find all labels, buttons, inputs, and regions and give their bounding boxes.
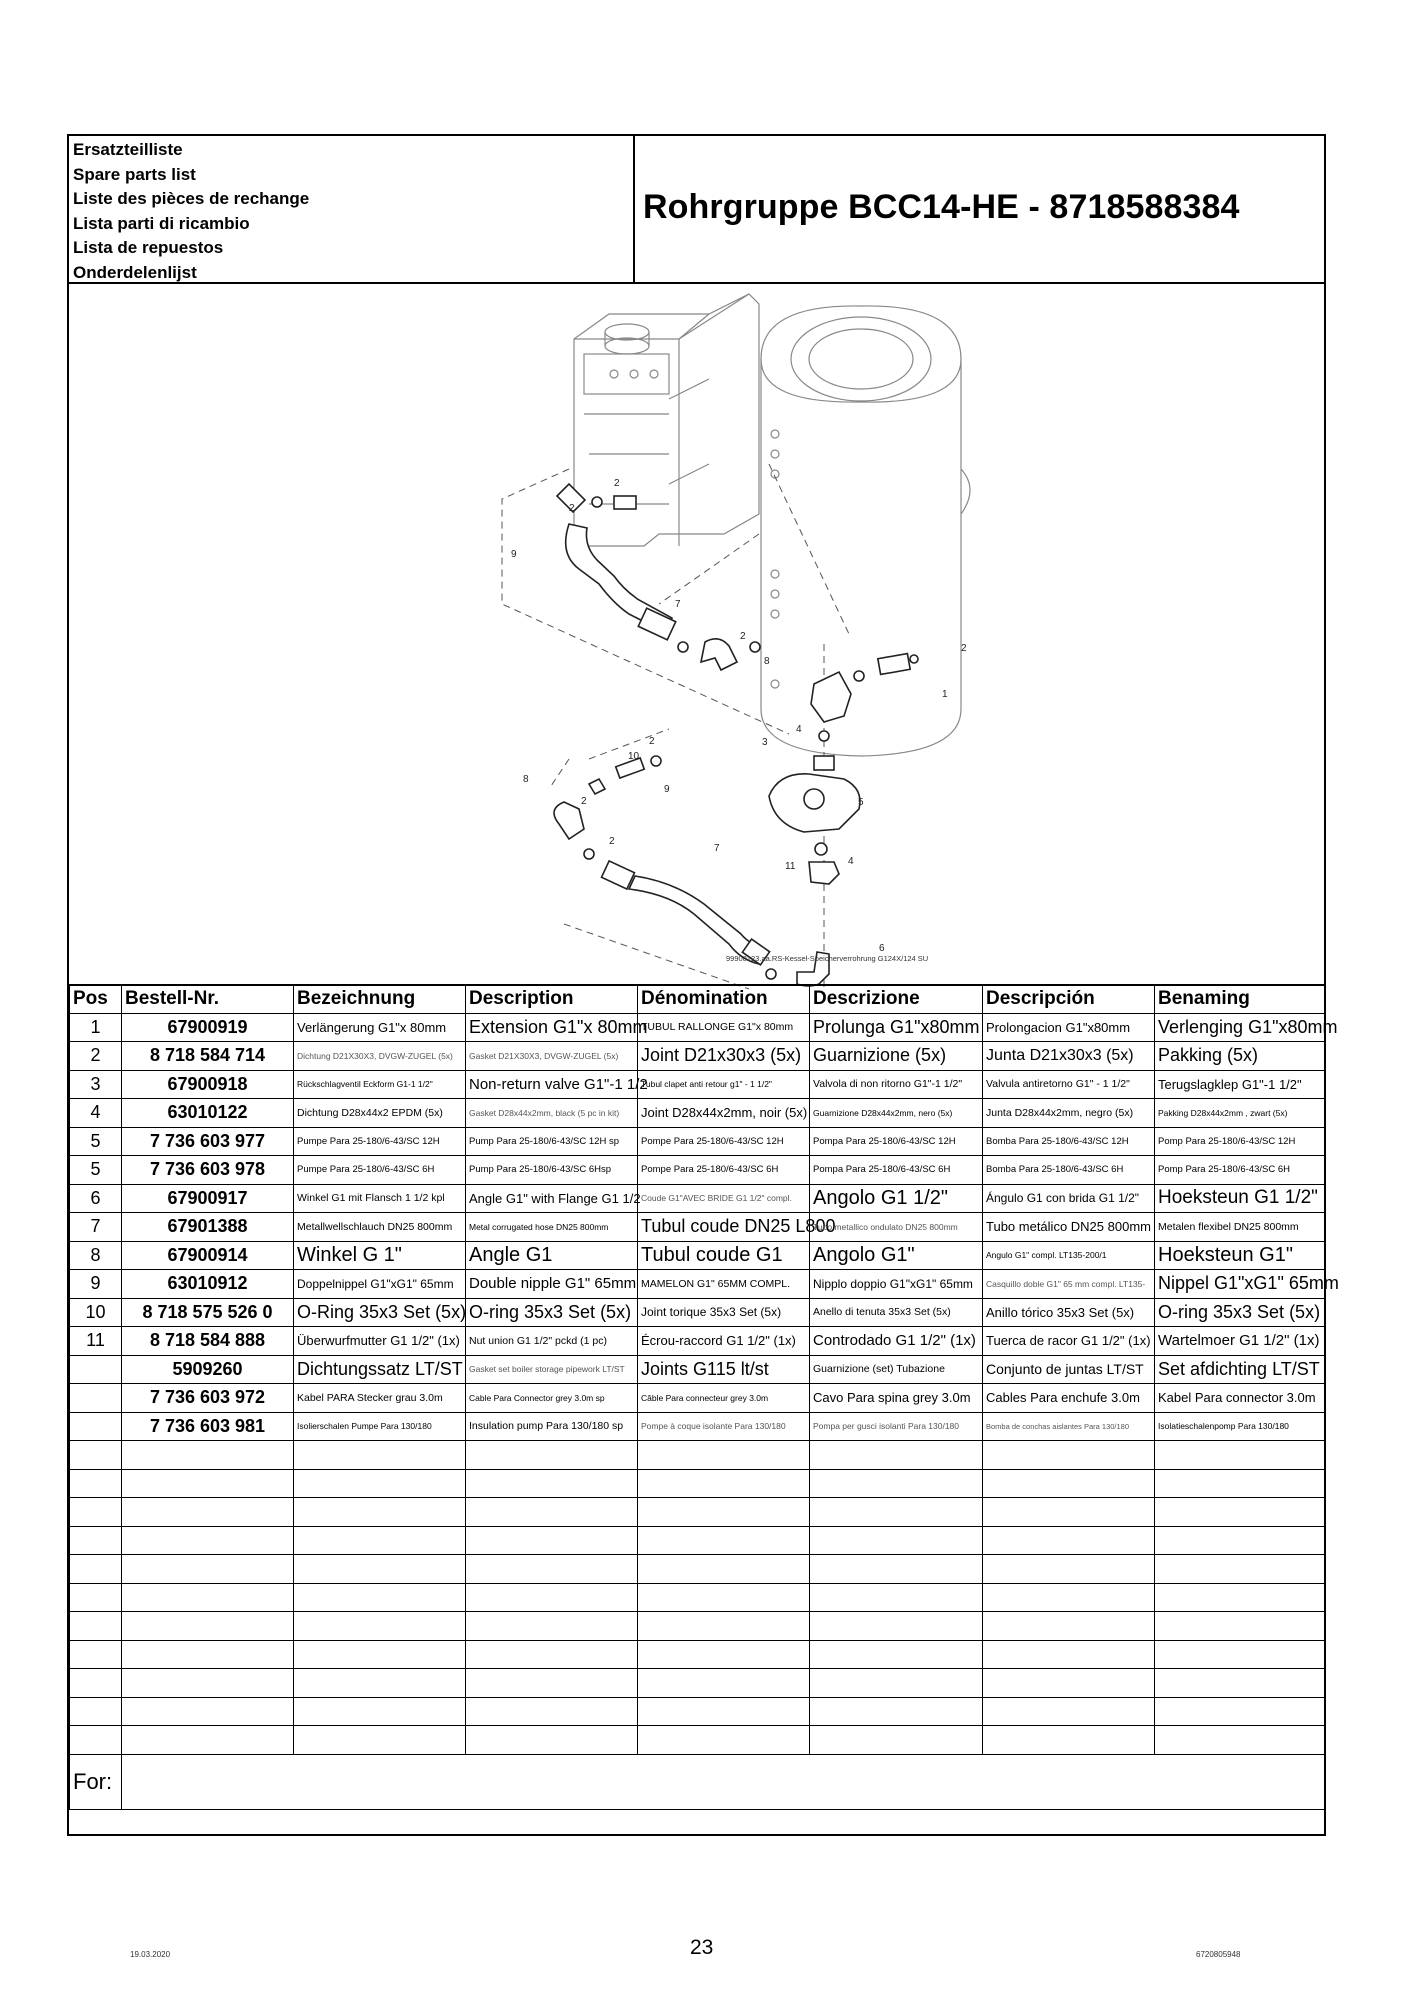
cell-pos: 8 — [70, 1241, 122, 1270]
cell-es: Tuerca de racor G1 1/2" (1x) — [983, 1327, 1155, 1356]
title-nl: Onderdelenlijst — [73, 262, 197, 282]
cell-it: Guarnizione (5x) — [810, 1042, 983, 1071]
callout-number: 2 — [581, 796, 587, 807]
cell-de: Rückschlagventil Eckform G1-1 1/2" — [294, 1070, 466, 1099]
cell-pos: 10 — [70, 1298, 122, 1327]
cell-en: Non-return valve G1"-1 1/2 — [466, 1070, 638, 1099]
cell-fr: Écrou-raccord G1 1/2" (1x) — [638, 1327, 810, 1356]
cell-es: Bomba Para 25-180/6-43/SC 12H — [983, 1127, 1155, 1156]
cell-pos: 1 — [70, 1013, 122, 1042]
column-header-nl: Benaming — [1155, 985, 1325, 1013]
cell-en: Extension G1"x 80mm — [466, 1013, 638, 1042]
exploded-view-svg — [69, 284, 1324, 984]
column-header-order-no: Bestell-Nr. — [122, 985, 294, 1013]
callout-number: 2 — [649, 736, 655, 747]
cell-order-no: 63010912 — [122, 1270, 294, 1299]
cell-it: Pompa Para 25-180/6-43/SC 6H — [810, 1156, 983, 1185]
cell-de: Verlängerung G1"x 80mm — [294, 1013, 466, 1042]
table-row — [70, 1213, 1325, 1242]
cell-nl: O-ring 35x3 Set (5x) — [1155, 1298, 1325, 1327]
footer-date: 19.03.2020 — [130, 1950, 171, 1959]
cell-it: Anello di tenuta 35x3 Set (5x) — [810, 1298, 983, 1327]
cell-fr: Coude G1"AVEC BRIDE G1 1/2" compl. — [638, 1184, 810, 1213]
empty-row — [70, 1469, 1325, 1498]
title-it: Lista parti di ricambio — [73, 213, 250, 233]
language-titles — [69, 136, 635, 282]
callout-number: 8 — [523, 774, 529, 785]
cell-pos: 5 — [70, 1127, 122, 1156]
cell-fr: Pompe Para 25-180/6-43/SC 12H — [638, 1127, 810, 1156]
cell-fr: Pompe à coque isolante Para 130/180 — [638, 1412, 810, 1441]
cell-en: Double nipple G1" 65mm — [466, 1270, 638, 1299]
cell-es: Bomba Para 25-180/6-43/SC 6H — [983, 1156, 1155, 1185]
cell-order-no: 67900918 — [122, 1070, 294, 1099]
callout-number: 9 — [511, 549, 517, 560]
empty-row — [70, 1555, 1325, 1584]
cell-es: Cables Para enchufe 3.0m — [983, 1384, 1155, 1413]
cell-de: Isolierschalen Pumpe Para 130/180 — [294, 1412, 466, 1441]
cell-it: Tubo metallico ondulato DN25 800mm — [810, 1213, 983, 1242]
table-row — [70, 1013, 1325, 1042]
boiler-outline — [574, 294, 759, 546]
table-row — [70, 1241, 1325, 1270]
table-row — [70, 1070, 1325, 1099]
cell-de: Doppelnippel G1"xG1" 65mm — [294, 1270, 466, 1299]
cell-de: Dichtungssatz LT/ST — [294, 1355, 466, 1384]
cell-de: Winkel G 1" — [294, 1241, 466, 1270]
cell-order-no: 67900914 — [122, 1241, 294, 1270]
callout-number: 9 — [664, 784, 670, 795]
title-fr: Liste des pièces de rechange — [73, 189, 310, 209]
cell-nl: Nippel G1"xG1" 65mm — [1155, 1270, 1325, 1299]
column-header-pos: Pos — [70, 985, 122, 1013]
callout-number: 8 — [764, 656, 770, 667]
table-row — [70, 1270, 1325, 1299]
cell-it: Angolo G1 1/2" — [810, 1184, 983, 1213]
table-row — [70, 1184, 1325, 1213]
cell-nl: Metalen flexibel DN25 800mm — [1155, 1213, 1325, 1242]
cell-en: Cable Para Connector grey 3.0m sp — [466, 1384, 638, 1413]
cell-es: Anillo tórico 35x3 Set (5x) — [983, 1298, 1155, 1327]
cell-es: Junta D28x44x2mm, negro (5x) — [983, 1099, 1155, 1128]
cell-en: Pump Para 25-180/6-43/SC 6Hsp — [466, 1156, 638, 1185]
cell-pos: 6 — [70, 1184, 122, 1213]
cell-en: Angle G1 — [466, 1241, 638, 1270]
cell-order-no: 7 736 603 978 — [122, 1156, 294, 1185]
callout-number: 1 — [942, 689, 948, 700]
cell-order-no: 7 736 603 981 — [122, 1412, 294, 1441]
cell-en: Pump Para 25-180/6-43/SC 12H sp — [466, 1127, 638, 1156]
cell-order-no: 67900917 — [122, 1184, 294, 1213]
cell-es: Valvula antiretorno G1" - 1 1/2" — [983, 1070, 1155, 1099]
page-number: 23 — [690, 1936, 714, 1959]
cell-en: O-ring 35x3 Set (5x) — [466, 1298, 638, 1327]
cell-de: O-Ring 35x3 Set (5x) — [294, 1298, 466, 1327]
empty-row — [70, 1526, 1325, 1555]
cell-order-no: 67900919 — [122, 1013, 294, 1042]
column-header-fr: Dénomination — [638, 985, 810, 1013]
cell-es: Ángulo G1 con brida G1 1/2" — [983, 1184, 1155, 1213]
cell-fr: MAMELON G1" 65MM COMPL. — [638, 1270, 810, 1299]
callout-number: 6 — [879, 943, 885, 954]
cell-en: Gasket set boiler storage pipework LT/ST — [466, 1355, 638, 1384]
callout-number: 7 — [675, 599, 681, 610]
table-row — [70, 1327, 1325, 1356]
title-es: Lista de repuestos — [73, 238, 224, 258]
table-header-row — [70, 985, 1325, 1013]
empty-row — [70, 1697, 1325, 1726]
column-header-en: Description — [466, 985, 638, 1013]
cell-nl: Set afdichting LT/ST — [1155, 1355, 1325, 1384]
cell-pos: 11 — [70, 1327, 122, 1356]
title-en: Spare parts list — [73, 164, 196, 184]
for-row — [70, 1754, 1325, 1809]
callout-number: 7 — [714, 843, 720, 854]
cell-nl: Kabel Para connector 3.0m — [1155, 1384, 1325, 1413]
storage-tank-outline — [761, 306, 970, 756]
empty-row — [70, 1583, 1325, 1612]
footer-document-number: 6720805948 — [1196, 1950, 1241, 1959]
for-label: For: — [70, 1754, 122, 1809]
title-de: Ersatzteilliste — [73, 140, 183, 159]
empty-row — [70, 1640, 1325, 1669]
cell-es: Angulo G1" compl. LT135-200/1 — [983, 1241, 1155, 1270]
column-header-de: Bezeichnung — [294, 985, 466, 1013]
table-row — [70, 1099, 1325, 1128]
callout-number: 11 — [785, 861, 796, 872]
cell-de: Überwurfmutter G1 1/2" (1x) — [294, 1327, 466, 1356]
cell-order-no: 63010122 — [122, 1099, 294, 1128]
document-title: Rohrgruppe BCC14-HE - 8718588384 — [643, 188, 1240, 226]
cell-de: Kabel PARA Stecker grau 3.0m — [294, 1384, 466, 1413]
cell-fr: Joint D28x44x2mm, noir (5x) — [638, 1099, 810, 1128]
cell-nl: Pakking (5x) — [1155, 1042, 1325, 1071]
cell-en: Metal corrugated hose DN25 800mm — [466, 1213, 638, 1242]
cell-es: Tubo metálico DN25 800mm — [983, 1213, 1155, 1242]
cell-es: Conjunto de juntas LT/ST — [983, 1355, 1155, 1384]
cell-nl: Hoeksteun G1" — [1155, 1241, 1325, 1270]
cell-es: Junta D21x30x3 (5x) — [983, 1042, 1155, 1071]
table-row — [70, 1384, 1325, 1413]
cell-order-no: 8 718 584 714 — [122, 1042, 294, 1071]
cell-order-no: 8 718 584 888 — [122, 1327, 294, 1356]
cell-order-no: 7 736 603 977 — [122, 1127, 294, 1156]
cell-nl: Isolatieschalenpomp Para 130/180 — [1155, 1412, 1325, 1441]
cell-pos: 5 — [70, 1156, 122, 1185]
cell-it: Controdado G1 1/2" (1x) — [810, 1327, 983, 1356]
sheet-header — [69, 136, 1324, 284]
cell-fr: Joint torique 35x3 Set (5x) — [638, 1298, 810, 1327]
cell-de: Winkel G1 mit Flansch 1 1/2 kpl — [294, 1184, 466, 1213]
cell-pos: 4 — [70, 1099, 122, 1128]
callout-number: 3 — [762, 737, 768, 748]
callout-number: 5 — [858, 797, 864, 808]
cell-fr: Tubul clapet anti retour g1" - 1 1/2" — [638, 1070, 810, 1099]
cell-it: Valvola di non ritorno G1"-1 1/2" — [810, 1070, 983, 1099]
cell-pos — [70, 1412, 122, 1441]
empty-row — [70, 1612, 1325, 1641]
callout-number: 4 — [796, 724, 802, 735]
exploded-view-drawing — [69, 284, 1324, 984]
cell-pos: 9 — [70, 1270, 122, 1299]
callout-number: 2 — [740, 631, 746, 642]
table-row — [70, 1412, 1325, 1441]
cell-order-no: 8 718 575 526 0 — [122, 1298, 294, 1327]
cell-nl: Verlenging G1"x80mm — [1155, 1013, 1325, 1042]
cell-de: Dichtung D21X30X3, DVGW-ZUGEL (5x) — [294, 1042, 466, 1071]
pump-assembly — [769, 654, 918, 884]
callout-number: 10 — [628, 751, 640, 762]
cell-it: Nipplo doppio G1"xG1" 65mm — [810, 1270, 983, 1299]
empty-row — [70, 1669, 1325, 1698]
callout-number: 2 — [961, 643, 967, 654]
cell-pos: 3 — [70, 1070, 122, 1099]
cell-pos — [70, 1384, 122, 1413]
cell-nl: Pakking D28x44x2mm , zwart (5x) — [1155, 1099, 1325, 1128]
cell-it: Pompa per gusci isolanti Para 130/180 — [810, 1412, 983, 1441]
parts-table — [69, 984, 1339, 1810]
column-header-es: Descripción — [983, 985, 1155, 1013]
cell-pos — [70, 1355, 122, 1384]
cell-en: Gasket D28x44x2mm, black (5 pc in kit) — [466, 1099, 638, 1128]
cell-de: Pumpe Para 25-180/6-43/SC 6H — [294, 1156, 466, 1185]
empty-row — [70, 1441, 1325, 1470]
empty-row — [70, 1726, 1325, 1755]
cell-fr: Câble Para connecteur grey 3.0m — [638, 1384, 810, 1413]
for-field[interactable] — [122, 1754, 1325, 1809]
cell-pos: 2 — [70, 1042, 122, 1071]
cell-order-no: 5909260 — [122, 1355, 294, 1384]
table-row — [70, 1042, 1325, 1071]
cell-nl: Terugslagklep G1"-1 1/2" — [1155, 1070, 1325, 1099]
cell-pos: 7 — [70, 1213, 122, 1242]
callout-number: 4 — [848, 856, 854, 867]
callout-number: 2 — [569, 503, 575, 514]
cell-es: Prolongacion G1"x80mm — [983, 1013, 1155, 1042]
cell-order-no: 7 736 603 972 — [122, 1384, 294, 1413]
drawing-caption: 99900123.aa.RS-Kessel-Speicherverrohrung G124X/124 SU — [726, 954, 929, 963]
cell-en: Insulation pump Para 130/180 sp — [466, 1412, 638, 1441]
cell-it: Prolunga G1"x80mm — [810, 1013, 983, 1042]
column-header-it: Descrizione — [810, 985, 983, 1013]
cell-fr: Joints G115 lt/st — [638, 1355, 810, 1384]
cell-en: Nut union G1 1/2" pckd (1 pc) — [466, 1327, 638, 1356]
cell-fr: Tubul coude DN25 L800 — [638, 1213, 810, 1242]
cell-es: Bomba de conchas aislantes Para 130/180 — [983, 1412, 1155, 1441]
table-row — [70, 1127, 1325, 1156]
table-row — [70, 1298, 1325, 1327]
cell-es: Casquillo doble G1" 65 mm compl. LT135- — [983, 1270, 1155, 1299]
empty-row — [70, 1498, 1325, 1527]
table-row — [70, 1156, 1325, 1185]
cell-de: Dichtung D28x44x2 EPDM (5x) — [294, 1099, 466, 1128]
cell-en: Gasket D21X30X3, DVGW-ZUGEL (5x) — [466, 1042, 638, 1071]
cell-it: Guarnizione D28x44x2mm, nero (5x) — [810, 1099, 983, 1128]
cell-nl: Pomp Para 25-180/6-43/SC 6H — [1155, 1156, 1325, 1185]
cell-fr: Pompe Para 25-180/6-43/SC 6H — [638, 1156, 810, 1185]
table-row — [70, 1355, 1325, 1384]
cell-nl: Pomp Para 25-180/6-43/SC 12H — [1155, 1127, 1325, 1156]
cell-it: Pompa Para 25-180/6-43/SC 12H — [810, 1127, 983, 1156]
cell-nl: Wartelmoer G1 1/2" (1x) — [1155, 1327, 1325, 1356]
cell-en: Angle G1" with Flange G1 1/2 — [466, 1184, 638, 1213]
cell-it: Angolo G1" — [810, 1241, 983, 1270]
cell-fr: Joint D21x30x3 (5x) — [638, 1042, 810, 1071]
cell-de: Metallwellschlauch DN25 800mm — [294, 1213, 466, 1242]
upper-pipe-parts — [557, 484, 760, 670]
cell-nl: Hoeksteun G1 1/2" — [1155, 1184, 1325, 1213]
cell-de: Pumpe Para 25-180/6-43/SC 12H — [294, 1127, 466, 1156]
callout-number: 2 — [609, 836, 615, 847]
cell-fr: TUBUL RALLONGE G1"x 80mm — [638, 1013, 810, 1042]
parts-list-sheet — [67, 134, 1339, 1836]
cell-it: Guarnizione (set) Tubazione — [810, 1355, 983, 1384]
cell-order-no: 67901388 — [122, 1213, 294, 1242]
callout-number: 2 — [614, 478, 620, 489]
cell-fr: Tubul coude G1 — [638, 1241, 810, 1270]
cell-it: Cavo Para spina grey 3.0m — [810, 1384, 983, 1413]
